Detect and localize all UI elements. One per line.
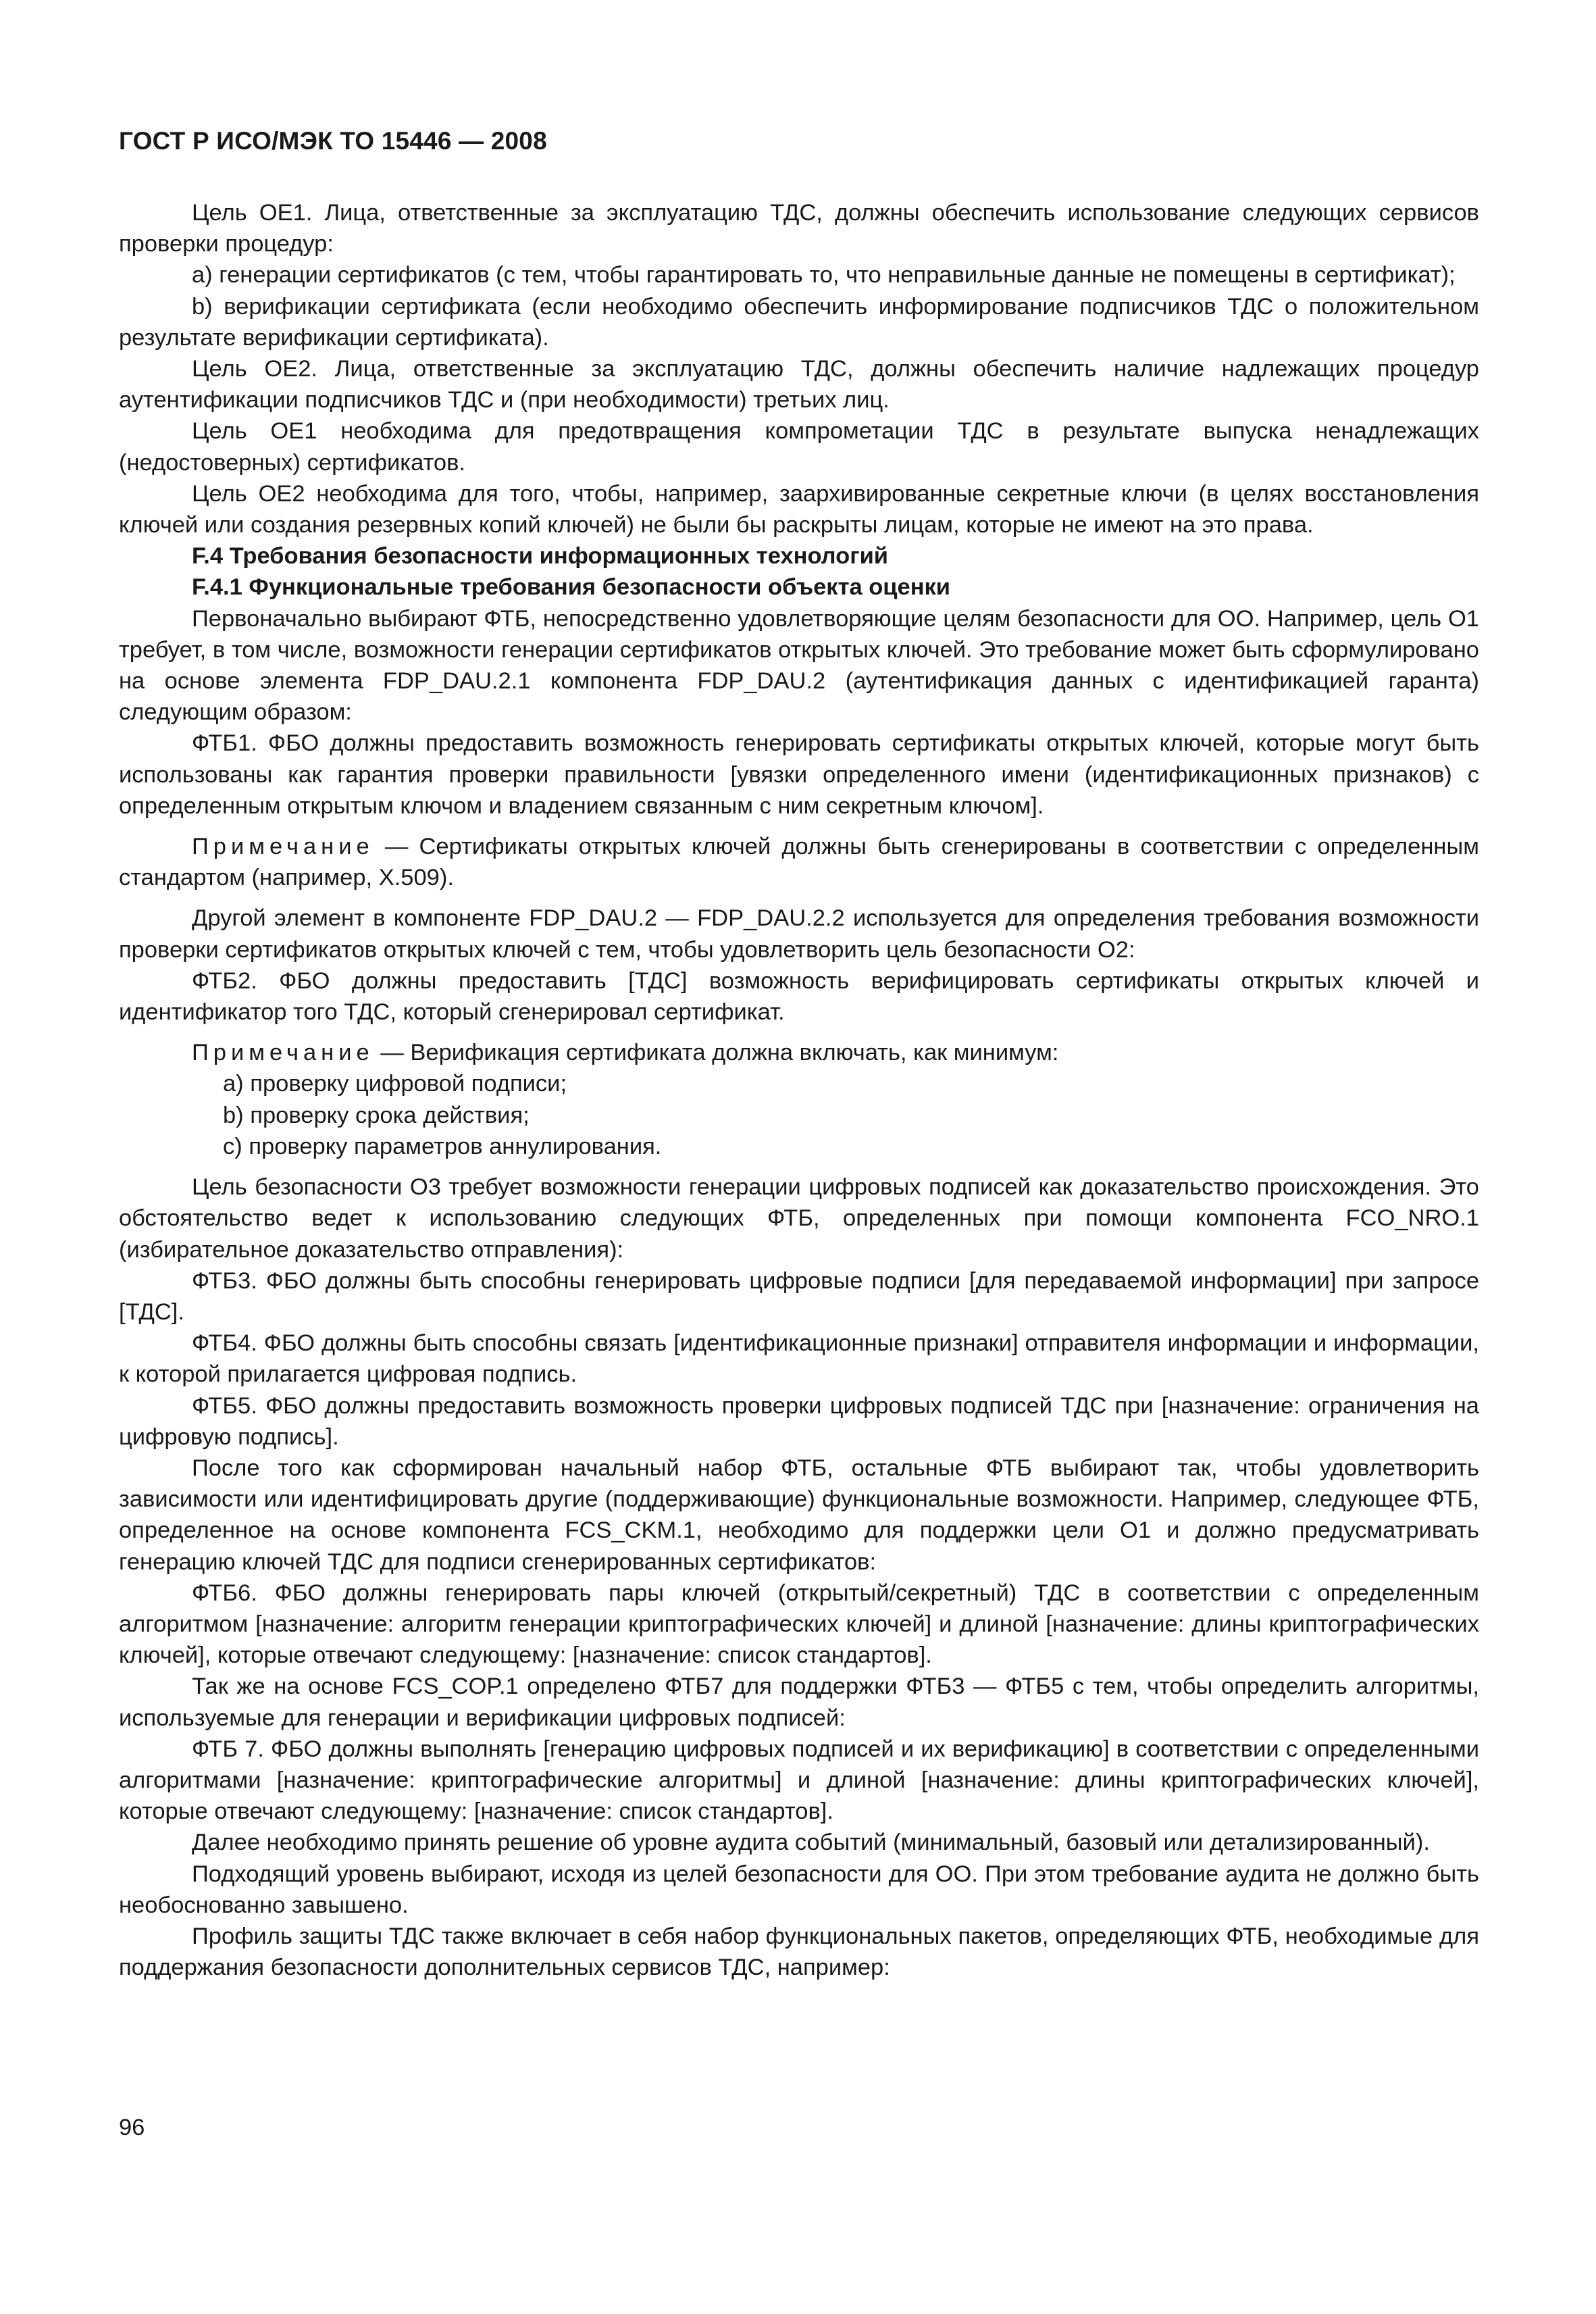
note-label: Примечание — [192, 1040, 374, 1066]
paragraph-dependencies: После того как сформирован начальный набор ФТБ, остальные ФТБ выбирают так, чтобы удовлетворить зависимости или идентифицировать другие (поддерживающие) функциональные возможности. Например, следующее ФТБ, определенное на основе компонента FCS_CKM.1, необходимо для поддержки цели O1 и должно предусматривать генерацию ключей ТДС для подписи сгенерированных сертификатов: — [119, 1455, 1479, 1575]
paragraph-audit-level: Далее необходимо принять решение об уровне аудита событий (минимальный, базовый или детализированный). — [192, 1830, 1430, 1856]
subsection-heading: F.4.1 Функциональные требования безопасности объекта оценки — [192, 574, 951, 601]
paragraph-initial-selection: Первоначально выбирают ФТБ, непосредственно удовлетворяющие целям безопасности для ОО. Например, цель O1 требует, в том числе, возможности генерации сертификатов открытых ключей. Это требование может быть сформулировано на основе элемента FDP_DAU.2.1 компонента FDP_DAU.2 (аутентификация данных с идентификацией гаранта) следующим образом: — [119, 605, 1479, 726]
paragraph-ftb2: ФТБ2. ФБО должны предоставить [ТДС] возможность верифицировать сертификаты открытых ключей и идентификатор того ТДС, который сгенерировал сертификат. — [119, 967, 1479, 1026]
paragraph-item-b: b) верификации сертификата (если необходимо обеспечить информирование подписчиков ТДС о положительном результате верификации сертификата). — [119, 293, 1479, 351]
paragraph-ftb3: ФТБ3. ФБО должны быть способны генерировать цифровые подписи [для передаваемой информации] при запросе [ТДС]. — [119, 1267, 1479, 1325]
note-label: Примечание — [192, 834, 374, 860]
spacer — [119, 893, 1479, 903]
note-text: — Верификация сертификата должна включать, как минимум: — [374, 1040, 1059, 1066]
paragraph-o3: Цель безопасности O3 требует возможности генерации цифровых подписей как доказательство происхождения. Это обстоятельство ведет к использованию следующих ФТБ, определенных при помощи компонента FCO_NRO.1 (избирательное доказательство отправления): — [119, 1174, 1479, 1263]
spacer — [119, 1028, 1479, 1037]
paragraph-ftb5: ФТБ5. ФБО должны предоставить возможность проверки цифровых подписей ТДС при [назначение: ограничения на цифровую подпись]. — [119, 1392, 1479, 1450]
note-text: — Сертификаты открытых ключей должны быть сгенерированы в соответствии с определенным стандартом (например, X.509). — [119, 834, 1479, 891]
paragraph-oe1-rationale: Цель OE1 необходима для предотвращения компрометации ТДС в результате выпуска ненадлежащих (недостоверных) сертификатов. — [119, 418, 1479, 476]
note-list-item: c) проверку параметров аннулирования. — [223, 1133, 662, 1159]
note-list-item: b) проверку срока действия; — [223, 1102, 530, 1128]
paragraph-fdp-dau: Другой элемент в компоненте FDP_DAU.2 — FDP_DAU.2.2 используется для определения требования возможности проверки сертификатов открытых ключей с тем, чтобы удовлетворить цель безопасности O2: — [119, 905, 1479, 963]
spacer — [119, 1162, 1479, 1172]
paragraph-fcs-cop: Так же на основе FCS_COP.1 определено ФТБ7 для поддержки ФТБ3 — ФТБ5 с тем, чтобы определить алгоритмы, используемые для генерации и верификации цифровых подписей: — [119, 1674, 1479, 1731]
paragraph-protection-profile: Профиль защиты ТДС также включает в себя набор функциональных пакетов, определяющих ФТБ, необходимые для поддержания безопасности дополнительных сервисов ТДС, например: — [119, 1923, 1479, 1981]
paragraph-ftb4: ФТБ4. ФБО должны быть способны связать [идентификационные признаки] отправителя информации и информации, к которой прилагается цифровая подпись. — [119, 1330, 1479, 1388]
paragraph-oe1: Цель OE1. Лица, ответственные за эксплуатацию ТДС, должны обеспечить использование следующих сервисов проверки процедур: — [119, 200, 1479, 257]
paragraph-ftb6: ФТБ6. ФБО должны генерировать пары ключей (открытый/секретный) ТДС в соответствии с определенным алгоритмом [назначение: алгоритм генерации криптографических ключей] и длиной [назначение: длины криптографических ключей], которые отвечают следующему: [назначение: список стандартов]. — [119, 1580, 1479, 1669]
paragraph-oe2: Цель OE2. Лица, ответственные за эксплуатацию ТДС, должны обеспечить наличие надлежащих процедур аутентификации подписчиков ТДС и (при необходимости) третьих лиц. — [119, 356, 1479, 413]
note-2 — [119, 1037, 1479, 1068]
paragraph-audit-choice: Подходящий уровень выбирают, исходя из целей безопасности для ОО. При этом требование аудита не должно быть необоснованно завышено. — [119, 1861, 1479, 1918]
document-body — [119, 197, 1479, 1983]
note-list-item: a) проверку цифровой подписи; — [223, 1071, 567, 1097]
page-number: 96 — [119, 2115, 145, 2140]
paragraph-oe2-rationale: Цель OE2 необходима для того, чтобы, например, заархивированные секретные ключи (в целях восстановления ключей или создания резервных копий ключей) не были бы раскрыты лицам, которые не имеют на это права. — [119, 480, 1479, 538]
paragraph-item-a: a) генерации сертификатов (с тем, чтобы гарантировать то, что неправильные данные не помещены в сертификат); — [192, 262, 1456, 288]
document-header: ГОСТ Р ИСО/МЭК ТО 15446 — 2008 — [119, 127, 547, 155]
spacer — [119, 822, 1479, 831]
paragraph-ftb7: ФТБ 7. ФБО должны выполнять [генерацию цифровых подписей и их верификацию] в соответствии с определенными алгоритмами [назначение: криптографические алгоритмы] и длиной [назначение: длины криптографических ключей], которые отвечают следующему: [назначение: список стандартов]. — [119, 1736, 1479, 1825]
note-1 — [119, 831, 1479, 893]
paragraph-ftb1: ФТБ1. ФБО должны предоставить возможность генерировать сертификаты открытых ключей, которые могут быть использованы как гарантия проверки правильности [увязки определенного имени (идентификационных признаков) с определенным открытым ключом и владением связанным с ним секретным ключом]. — [119, 730, 1479, 819]
section-heading: F.4 Требования безопасности информационных технологий — [192, 543, 888, 570]
